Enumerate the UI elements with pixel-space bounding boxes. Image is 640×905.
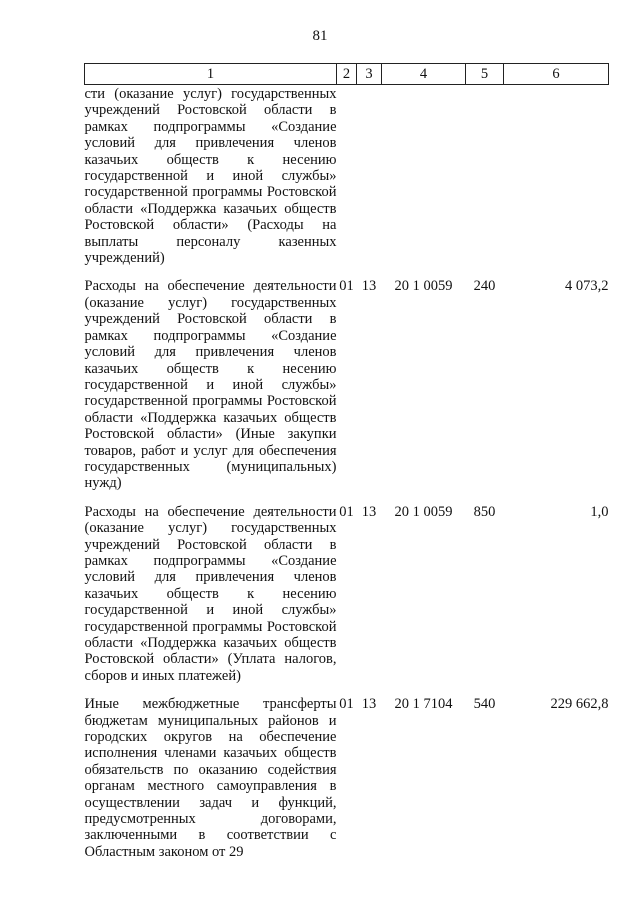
row-amount [504,85,609,267]
column-header-2: 2 [337,64,357,85]
row-expense-type [466,85,504,267]
row-target-code: 20 1 0059 [394,503,453,520]
column-header-6: 6 [504,64,609,85]
table-row [85,684,609,860]
table-row [85,266,609,491]
row-expense-type: 540 [473,696,496,713]
row-section: 01 [339,278,354,295]
row-section [337,85,357,267]
row-description: Расходы на обеспечение деятельности (оказание услуг) государственных учреждений Ростовской области в рамках подпрограммы «Создание условий для привлечения членов казачьих обществ к несению государственной и иной службы» государственной программы Ростовской области «Поддержка казачьих обществ Ростовской области» (Уплата налогов, сборов и иных платежей) [84,503,337,684]
row-subsection: 13 [361,278,377,295]
row-expense-type: 850 [473,503,496,520]
row-target-code: 20 1 7104 [394,696,453,713]
row-description: Иные межбюджетные трансферты бюджетам муниципальных районов и городских округов на обеспечение исполнения членами казачьих обществ обязательств по оказанию содействия органам местного самоуправления в осуществлении задач и функций, предусмотренных договорами, заключенными в соответствии с Областным законом от 29 [84,696,337,860]
table-row [85,85,609,267]
row-description: Расходы на обеспечение деятельности (оказание услуг) государственных учреждений Ростовской области в рамках подпрограммы «Создание условий для привлечения членов казачьих обществ к несению государственной и иной службы» государственной программы Ростовской области «Поддержка казачьих обществ Ростовской области» (Иные закупки товаров, работ и услуг для обеспечения государственных (муниципальных) нужд) [84,278,337,492]
row-subsection: 13 [361,503,377,520]
column-header-4: 4 [382,64,466,85]
row-amount: 229 662,8 [550,696,609,713]
row-target-code [382,85,466,267]
row-section: 01 [339,696,354,713]
row-amount: 4 073,2 [565,278,609,295]
row-expense-type: 240 [473,278,496,295]
table-header-row [85,64,609,85]
budget-table [84,63,609,860]
row-section: 01 [339,503,354,520]
column-header-5: 5 [466,64,504,85]
row-subsection [357,85,382,267]
table-row [85,492,609,684]
row-subsection: 13 [361,696,377,713]
row-description: сти (оказание услуг) государственных учреждений Ростовской области в рамках подпрограммы «Создание условий для привлечения членов казачьих обществ к несению государственной и иной службы» государственной программы Ростовской области «Поддержка казачьих обществ Ростовской области» (Расходы на выплаты персоналу казенных учреждений) [84,86,337,267]
row-target-code: 20 1 0059 [394,278,453,295]
page-number: 81 [312,28,328,44]
column-header-3: 3 [357,64,382,85]
row-amount: 1,0 [590,503,609,520]
column-header-1: 1 [85,64,337,85]
